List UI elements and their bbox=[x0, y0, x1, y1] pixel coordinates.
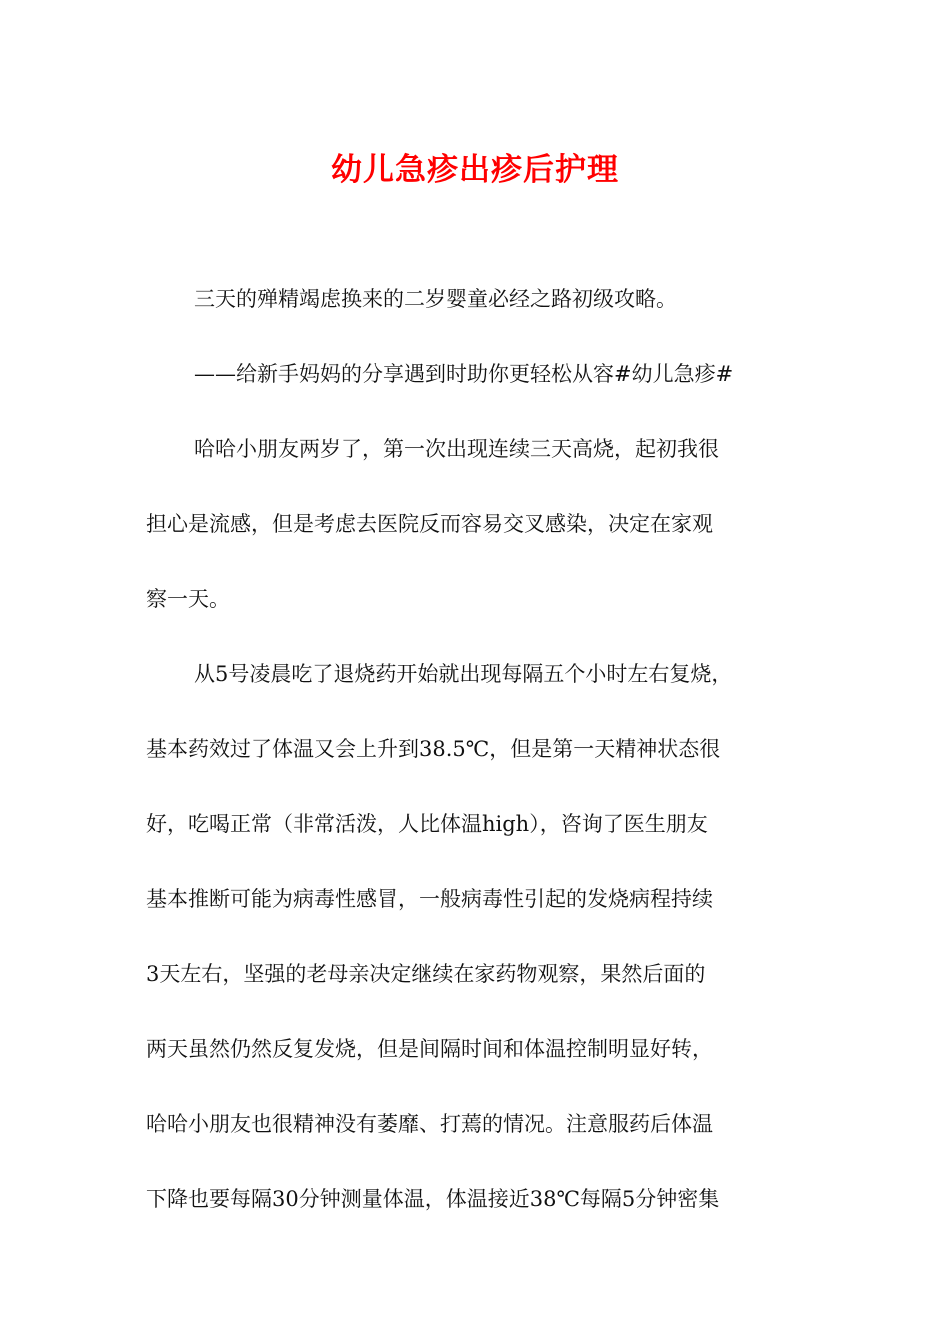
text-line: 3天左右，坚强的老母亲决定继续在家药物观察，果然后面的 bbox=[146, 962, 706, 986]
text-line: 哈哈小朋友也很精神没有萎靡、打蔫的情况。注意服药后体温 bbox=[146, 1112, 713, 1136]
paragraph-fever-course bbox=[146, 656, 806, 1219]
text-line: 下降也要每隔30分钟测量体温，体温接近38℃每隔5分钟密集 bbox=[146, 1187, 720, 1211]
text-line: 三天的殚精竭虑换来的二岁婴童必经之路初级攻略。 bbox=[194, 287, 677, 311]
text-line: 察一天。 bbox=[146, 587, 230, 611]
text-line: 基本药效过了体温又会上升到38.5℃，但是第一天精神状态很 bbox=[146, 737, 721, 761]
text-line: 好，吃喝正常（非常活泼，人比体温high），咨询了医生朋友 bbox=[146, 812, 708, 836]
text-line: 基本推断可能为病毒性感冒，一般病毒性引起的发烧病程持续 bbox=[146, 887, 713, 911]
text-line: 哈哈小朋友两岁了，第一次出现连续三天高烧，起初我很 bbox=[194, 437, 719, 461]
paragraph-intro bbox=[146, 281, 806, 319]
page-title: 幼儿急疹出疹后护理 bbox=[331, 152, 619, 188]
paragraph-background bbox=[146, 431, 806, 619]
text-line: 担心是流感，但是考虑去医院反而容易交叉感染，决定在家观 bbox=[146, 512, 713, 536]
document-body bbox=[146, 281, 806, 1256]
text-line: 从5号凌晨吃了退烧药开始就出现每隔五个小时左右复烧， bbox=[194, 662, 733, 686]
text-line: 两天虽然仍然反复发烧，但是间隔时间和体温控制明显好转， bbox=[146, 1037, 713, 1061]
paragraph-subtitle bbox=[146, 356, 806, 394]
text-line: ——给新手妈妈的分享遇到时助你更轻松从容#幼儿急疹# bbox=[194, 362, 734, 386]
